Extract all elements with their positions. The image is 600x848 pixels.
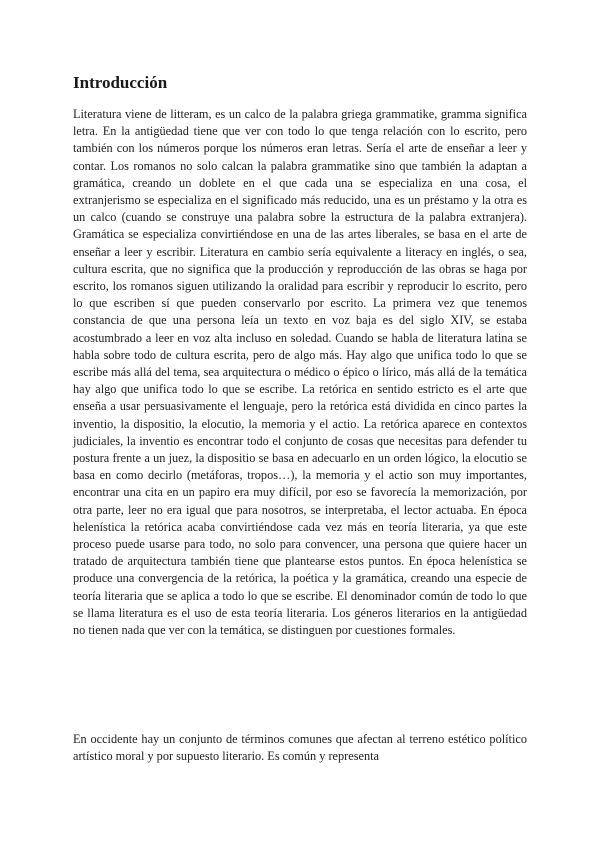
body-paragraph-1: Literatura viene de litteram, es un calco de la palabra griega grammatike, gramma significa letra. En la antigüedad tiene que ver con todo lo que tenga relación con lo escrito, pero también con los números porque los números eran letras. Sería el arte de enseñar a leer y contar. Los romanos no solo calcan la palabra grammatike sino que también la adaptan a gramática, creando un doblete en el que cada una se especializa en una cosa, el extranjerismo se especializa en el significado más reducido, una es un préstamo y la otra es un calco (cuando se construye una palabra sobre la estructura de la palabra extranjera). Gramática se especializa convirtiéndose en una de las artes liberales, se basa en el arte de enseñar a leer y escribir. Literatura en cambio sería equivalente a literacy en inglés, o sea, cultura escrita, que no significa que la producción y reproducción de las obras se haga por escrito, los romanos siguen utilizando la oralidad para escribir y reproducir lo escrito, pero lo que escriben sí que pueden conservarlo por escrito. La primera vez que tenemos constancia de que una persona leía un texto en voz baja es del siglo XIV, se estaba acostumbrado a leer en voz alta incluso en soledad. Cuando se habla de literatura latina se habla sobre todo de cultura escrita, pero de algo más. Hay algo que unifica todo lo que se escribe más allá del tema, sea arquitectura o médico o épico o lírico, más allá de la temática hay algo que unifica todo lo que se escribe. La retórica en sentido estricto es el arte que enseña a usar persuasivamente el lenguaje, pero la retórica está dividida en cinco partes la inventio, la dispositio, la elocutio, la memoria y el actio. La retórica aparece en contextos judiciales, la inventio es encontrar todo el conjunto de cosas que necesitas para defender tu postura frente a un juez, la dispositio se basa en adecuarlo en un orden lógico, la elocutio se basa en como decirlo (metáforas, tropos…), la memoria y el actio son muy importantes, encontrar una cita en un papiro era muy difícil, por eso se favorecía la memorización, por otra parte, leer no era igual que para nosotros, se interpretaba, el lector actuaba. En época helenística la retórica acaba convirtiéndose cada vez más en teoría literaria, ya que este proceso puede usarse para todo, no solo para convencer, una persona que quiere hacer un tratado de arquitectura también tiene que plantearse estos puntos. En época helenística se produce una convergencia de la retórica, la poética y la gramática, creando una especie de teoría literaria que se aplica a todo lo que se escribe. El denominador común de todo lo que se llama literatura es el uso de esta teoría literaria. Los géneros literarios en la antigüedad no tienen nada que ver con la temática, se distinguen por cuestiones formales.: [73, 107, 527, 638]
section-heading: Introducción: [73, 73, 168, 92]
body-paragraph-2: En occidente hay un conjunto de términos comunes que afectan al terreno estético político artístico moral y por supuesto literario. Es común y representa: [73, 732, 527, 764]
